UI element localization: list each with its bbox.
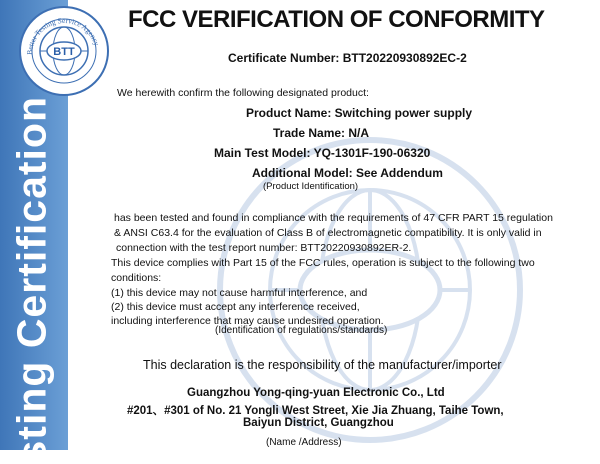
body-line: conditions: bbox=[111, 272, 162, 284]
intro-text: We herewith confirm the following designated product: bbox=[117, 87, 369, 99]
body-line: (1) this device may not cause harmful interference, and bbox=[111, 287, 368, 299]
document-title: FCC VERIFICATION OF CONFORMITY bbox=[128, 6, 545, 33]
sidebar-vertical-text: sting Certification bbox=[8, 95, 55, 464]
product-identification-label: (Product Identification) bbox=[263, 181, 359, 192]
main-test-model: Main Test Model: YQ-1301F-190-06320 bbox=[214, 146, 431, 160]
company-address-line-1: #201、#301 of No. 21 Yongli West Street, Xie Jia Zhuang, Taihe Town, bbox=[127, 405, 504, 417]
name-address-label: (Name /Address) bbox=[266, 437, 342, 448]
product-name: Product Name: Switching power supply bbox=[246, 106, 473, 120]
body-line: (2) this device must accept any interference received, bbox=[111, 301, 360, 313]
body-line: including interference that may cause undesired operation. bbox=[111, 315, 384, 327]
company-address-line-2: Baiyun District, Guangzhou bbox=[243, 417, 394, 429]
regulations-label: (Identification of regulations/standards) bbox=[215, 325, 388, 336]
certificate-number: Certificate Number: BTT20220930892EC-2 bbox=[228, 51, 467, 65]
additional-model: Additional Model: See Addendum bbox=[252, 166, 443, 180]
body-line: has been tested and found in compliance with the requirements of 47 CFR PART 15 regulation bbox=[114, 212, 553, 224]
declaration-text: This declaration is the responsibility of the manufacturer/importer bbox=[143, 358, 502, 372]
body-line: This device complies with Part 15 of the FCC rules, operation is subject to the following two bbox=[111, 257, 535, 269]
svg-text:Better Testing Service Agency: Better Testing Service Agency bbox=[24, 15, 102, 56]
company-name: Guangzhou Yong-qing-yuan Electronic Co., Ltd bbox=[187, 387, 445, 399]
svg-text:BTT: BTT bbox=[53, 46, 75, 58]
btt-logo bbox=[18, 5, 110, 97]
trade-name: Trade Name: N/A bbox=[273, 126, 370, 140]
body-line: & ANSI C63.4 for the evaluation of Class B of electromagnetic compatibility. It is only valid in bbox=[114, 227, 542, 239]
body-line: connection with the test report number: BTT20220930892ER-2. bbox=[116, 242, 412, 254]
